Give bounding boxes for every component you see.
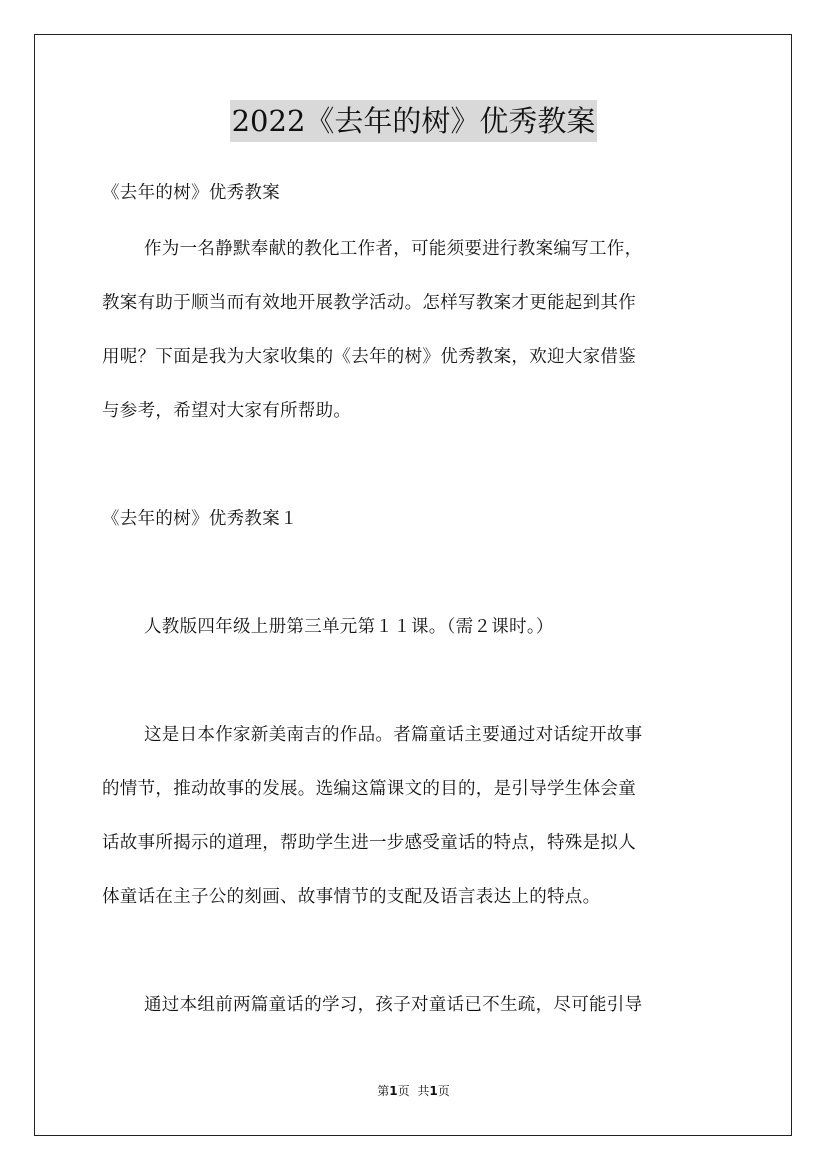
course-line: 人教版四年级上册第三单元第１１课。（需２课时。） [144,617,554,637]
footer-total-prefix: 共 [417,1084,430,1098]
subtitle: 《去年的树》优秀教案 [102,183,280,203]
analysis-line-2: 的情节，推动故事的发展。选编这篇课文的目的，是引导学生体会童 [102,779,636,799]
intro-line-2: 教案有助于顺当而有效地开展教学活动。怎样写教案才更能起到其作 [102,293,636,313]
analysis-line-4: 体童话在主子公的刻画、故事情节的支配及语言表达上的特点。 [102,887,601,907]
analysis-line-1: 这是日本作家新美南吉的作品。者篇童话主要通过对话绽开故事 [144,725,643,745]
footer-total-number: 1 [429,1084,438,1098]
last-line: 通过本组前两篇童话的学习，孩子对童话已不生疏，尽可能引导 [144,995,643,1015]
footer-page-prefix: 第 [377,1084,390,1098]
intro-line-1: 作为一名静默奉献的教化工作者，可能须要进行教案编写工作， [144,239,643,259]
title-wrap [0,100,827,142]
footer-total-suffix: 页 [437,1084,450,1098]
section-heading: 《去年的树》优秀教案１ [102,509,298,529]
page-footer [0,1083,827,1099]
intro-line-4: 与参考，希望对大家有所帮助。 [102,401,352,421]
footer-page-suffix: 页 [397,1084,410,1098]
footer-page-number: 1 [389,1084,398,1098]
analysis-line-3: 话故事所揭示的道理，帮助学生进一步感受童话的特点，特殊是拟人 [102,833,636,853]
document-title: 2022《去年的树》优秀教案 [230,100,598,142]
intro-line-3: 用呢？下面是我为大家收集的《去年的树》优秀教案，欢迎大家借鉴 [102,347,636,367]
